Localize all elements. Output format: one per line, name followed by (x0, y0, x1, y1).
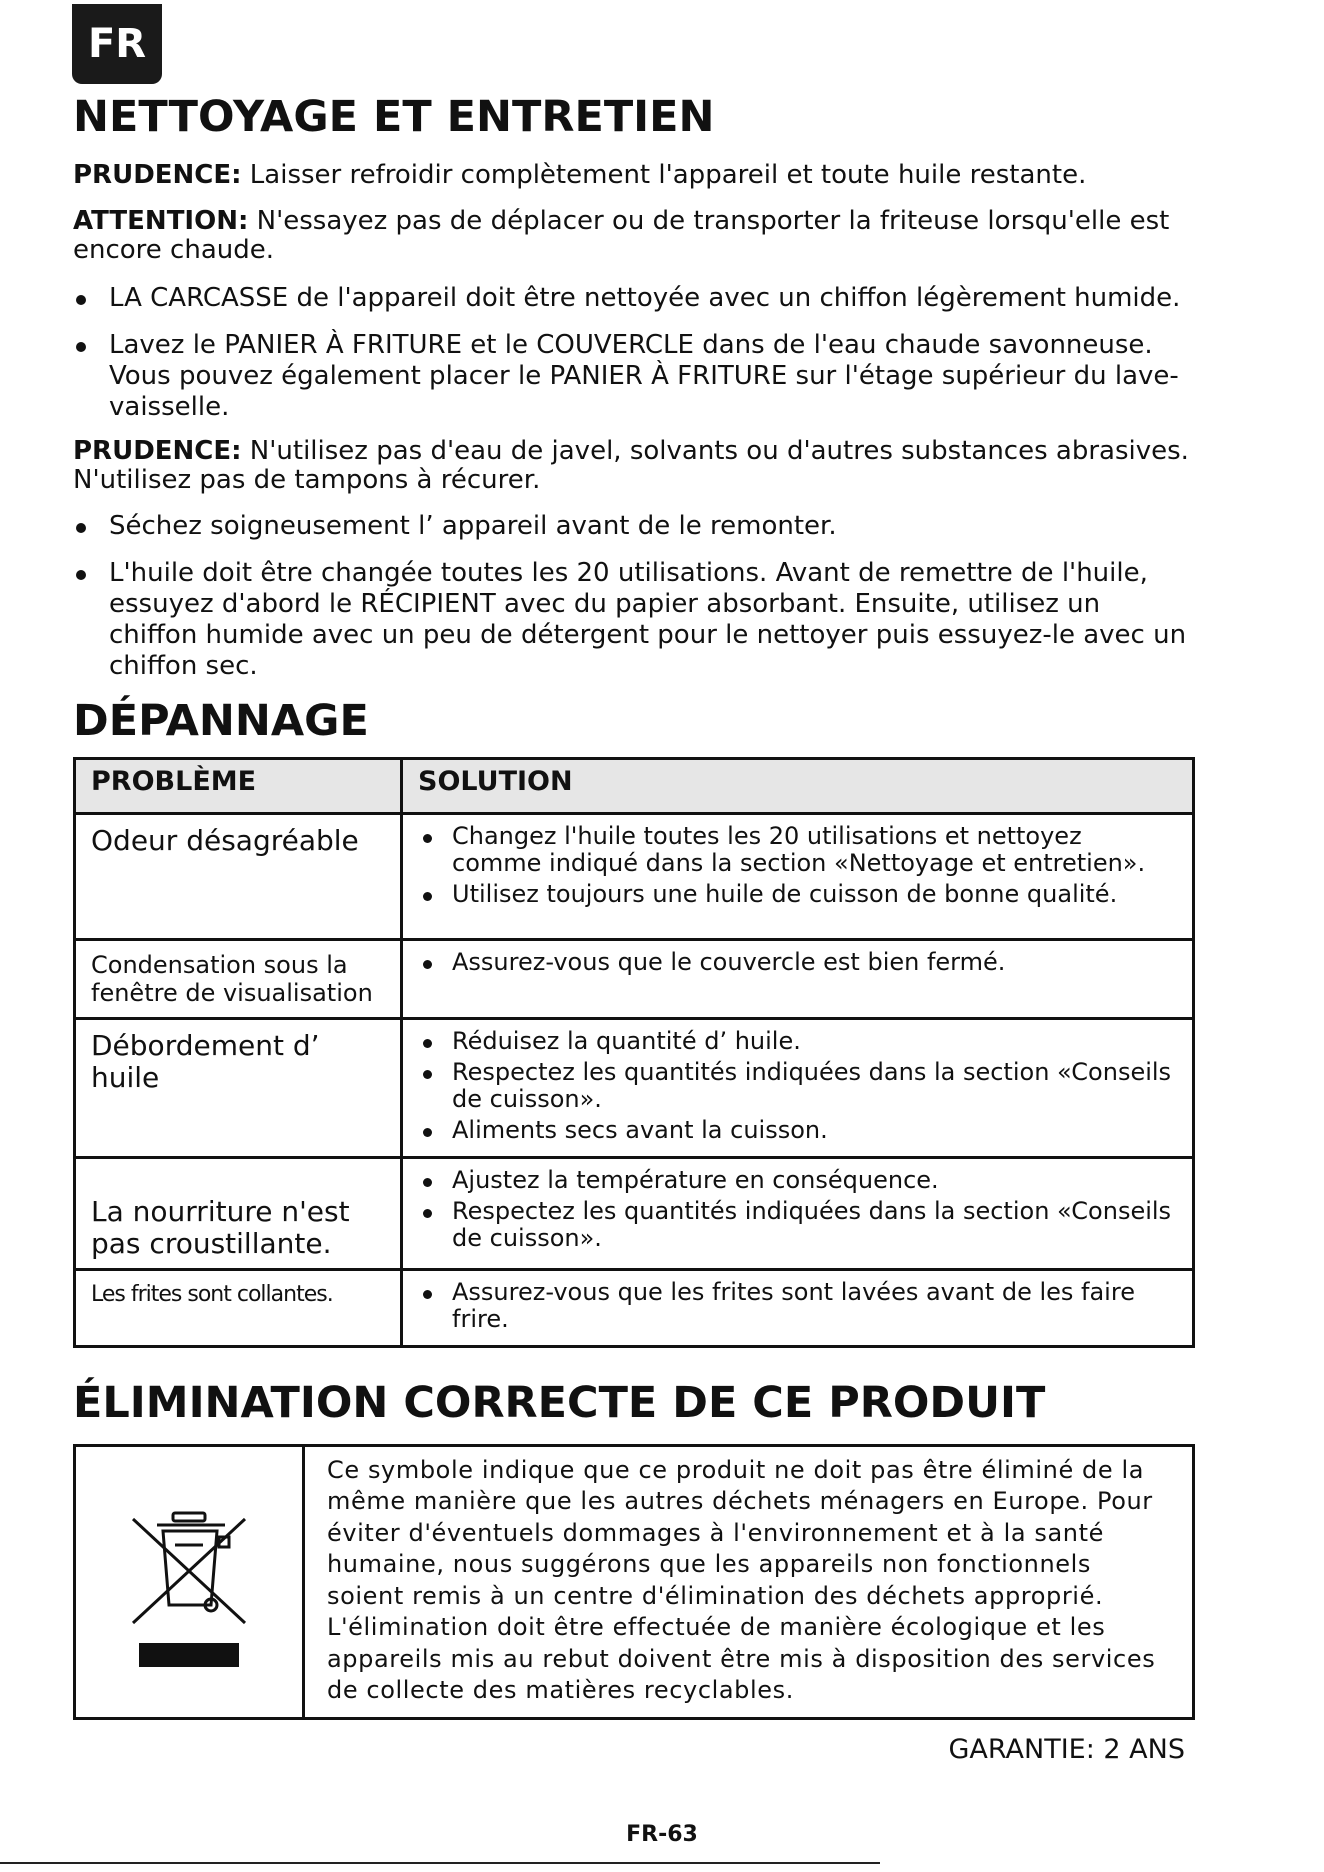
solution-item: Réduisez la quantité d’ huile. (417, 1028, 1177, 1055)
list-item: Lavez le PANIER À FRITURE et le COUVERCLE dans de l'eau chaude savonneuse. Vous pouvez également placer le PANIER À FRITURE sur l'étage supérieur du lave-vaisselle. (73, 330, 1195, 423)
solution-item: Assurez-vous que le couvercle est bien fermé. (417, 949, 1177, 976)
solution-cell (402, 1019, 1194, 1158)
problem-cell: Débordement d’ huile (75, 1019, 402, 1158)
guarantee-text: GARANTIE: 2 ANS (948, 1733, 1185, 1765)
table-row (75, 1158, 1194, 1270)
troubleshooting-title: DÉPANNAGE (73, 695, 369, 746)
table-row (75, 1270, 1194, 1347)
list-item: L'huile doit être changée toutes les 20 utilisations. Avant de remettre de l'huile, essuyez d'abord le RÉCIPIENT avec du papier absorbant. Ensuite, utilisez un chiffon humide avec un peu de détergent pour le nettoyer puis essuyez-le avec un chiffon sec. (73, 558, 1195, 682)
disposal-icon-cell (76, 1447, 305, 1717)
language-badge: FR (72, 4, 162, 84)
crossed-out-wheelie-bin-icon (129, 1497, 249, 1667)
solution-item: Ajustez la température en conséquence. (417, 1167, 1177, 1194)
solution-item: Changez l'huile toutes les 20 utilisations et nettoyez comme indiqué dans la section «Nettoyage et entretien». (417, 823, 1177, 877)
disposal-text: Ce symbole indique que ce produit ne doit pas être éliminé de la même manière que les autres déchets ménagers en Europe. Pour éviter d'éventuels dommages à l'environnement et à la santé humaine, nous suggérons que les appareils non fonctionnels soient remis à un centre d'élimination des déchets approprié. L'élimination doit être effectuée de manière écologique et les appareils mis au rebut doivent être mis à disposition des services de collecte des matières recyclables. (327, 1455, 1156, 1705)
solution-cell (402, 1158, 1194, 1270)
troubleshooting-table (73, 757, 1195, 1348)
column-header-problem: PROBLÈME (75, 759, 402, 814)
table-row (75, 814, 1194, 940)
disposal-box (73, 1444, 1195, 1720)
caution-text: Laisser refroidir complètement l'appareil et toute huile restante. (241, 159, 1087, 190)
caution-note-2 (73, 437, 1195, 495)
page-number: FR-63 (626, 1822, 698, 1847)
attention-text: N'essayez pas de déplacer ou de transporter la friteuse lorsqu'elle est encore chaude. (73, 205, 1170, 265)
column-header-solution: SOLUTION (402, 759, 1194, 814)
list-item: LA CARCASSE de l'appareil doit être nettoyée avec un chiffon légèrement humide. (73, 283, 1195, 314)
solution-cell (402, 1270, 1194, 1347)
solution-item: Aliments secs avant la cuisson. (417, 1117, 1177, 1144)
table-row (75, 940, 1194, 1019)
solution-item: Assurez-vous que les frites sont lavées avant de les faire frire. (417, 1279, 1177, 1333)
caution-label: PRUDENCE: (73, 159, 242, 190)
cleaning-list-a (73, 283, 1195, 423)
bottom-rule (0, 1862, 880, 1864)
disposal-title: ÉLIMINATION CORRECTE DE CE PRODUIT (73, 1378, 1046, 1429)
list-item: Séchez soigneusement l’ appareil avant de le remonter. (73, 511, 1195, 542)
solution-item: Respectez les quantités indiquées dans la section «Conseils de cuisson». (417, 1198, 1177, 1252)
cleaning-title: NETTOYAGE ET ENTRETIEN (73, 92, 715, 142)
table-row (75, 1019, 1194, 1158)
caution-label: PRUDENCE: (73, 435, 242, 466)
attention-note (73, 207, 1195, 265)
cleaning-list-b (73, 511, 1195, 682)
caution-note-1 (73, 160, 1195, 191)
solution-item: Utilisez toujours une huile de cuisson de bonne qualité. (417, 881, 1177, 908)
caution-text: N'utilisez pas d'eau de javel, solvants ou d'autres substances abrasives. N'utilisez pas de tampons à récurer. (73, 435, 1189, 495)
page-content (73, 92, 1195, 1765)
problem-cell: Condensation sous la fenêtre de visualisation (75, 940, 402, 1019)
problem-cell: La nourriture n'est pas croustillante. (75, 1158, 402, 1270)
problem-cell: Odeur désagréable (75, 814, 402, 940)
solution-cell (402, 940, 1194, 1019)
problem-cell: Les frites sont collantes. (75, 1270, 402, 1347)
attention-label: ATTENTION: (73, 205, 249, 236)
solution-item: Respectez les quantités indiquées dans la section «Conseils de cuisson». (417, 1059, 1177, 1113)
table-header-row (75, 759, 1194, 814)
solution-cell (402, 814, 1194, 940)
